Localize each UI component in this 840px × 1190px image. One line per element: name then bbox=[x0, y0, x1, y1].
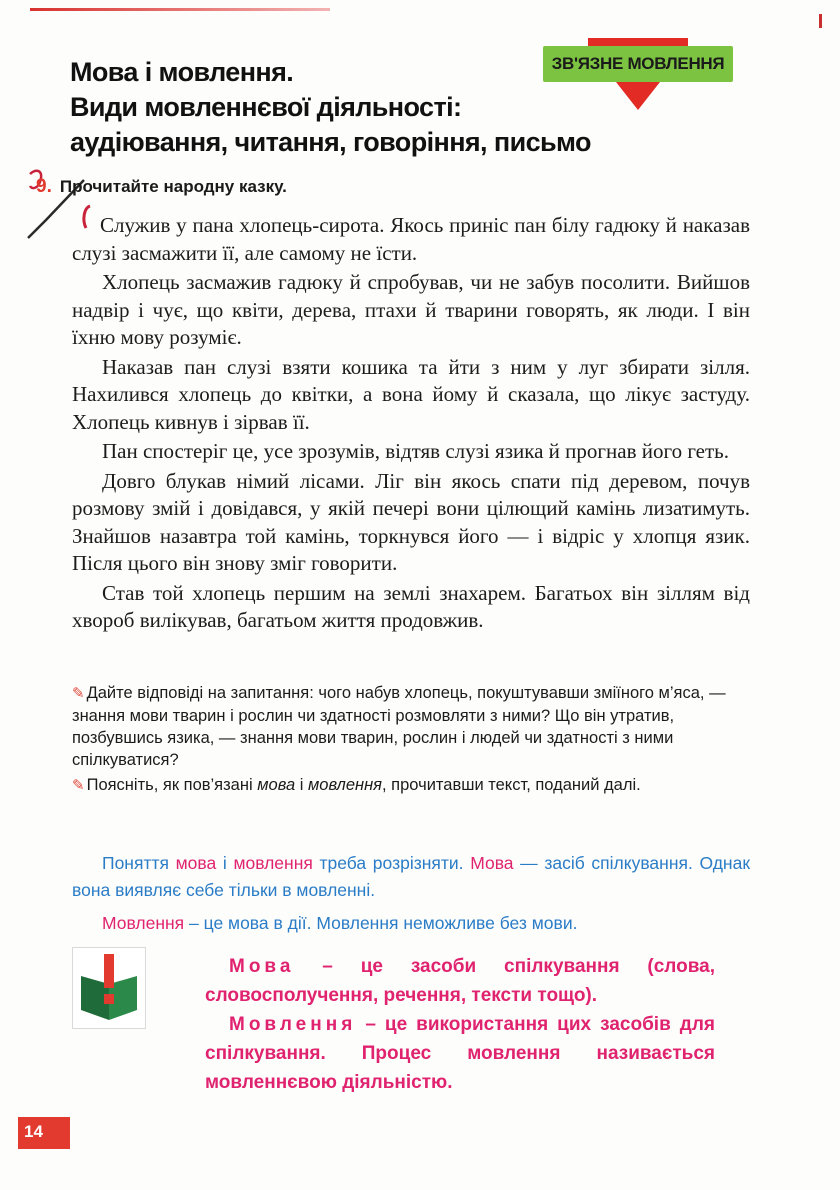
definition-mova bbox=[205, 952, 715, 1010]
note-paragraph-2 bbox=[72, 910, 750, 937]
exercise-number: 9. bbox=[36, 176, 52, 197]
note-text: Поняття bbox=[102, 853, 176, 873]
definition-term-movlennya: Мовлення bbox=[229, 1014, 357, 1035]
story-paragraph-6: Став той хлопець першим на землі знахарем. Багатьох він зіллям від хвороб вилікував, багатьом життя продовжив. bbox=[72, 580, 750, 632]
exclamation-flag-icon bbox=[73, 948, 145, 1028]
important-flag-box bbox=[72, 947, 146, 1029]
note-text: — засіб спілкування. Однак вона виявляє себе тільки в мовленні. bbox=[72, 853, 750, 900]
definition-movlennya bbox=[205, 1010, 715, 1097]
task-2-text-start: Поясніть, як пов’язані bbox=[86, 776, 258, 794]
note-term: Мовлення bbox=[102, 913, 185, 933]
note-paragraph-1 bbox=[72, 850, 750, 904]
corner-mark bbox=[819, 14, 822, 28]
theory-note bbox=[72, 850, 750, 937]
story-paragraph-4: Пан спостеріг це, усе зрозумів, відтяв слузі язика й прогнав його геть. bbox=[102, 439, 729, 463]
task-1 bbox=[72, 682, 750, 771]
note-term: Мова bbox=[470, 853, 514, 873]
task-2-conjunction: і bbox=[295, 776, 308, 794]
task-2-text-end: , прочитавши текст, поданий далі. bbox=[382, 776, 641, 794]
task-2-term-movlennya: мовлення bbox=[307, 776, 382, 794]
page-title bbox=[70, 55, 591, 160]
story-paragraph-3: Наказав пан слузі взяти кошика та йти з ним у луг збирати зілля. Нахилився хлопець до квітки, а вона йому й сказала, що лікує застуду. Хлопець кивнув і зірвав її. bbox=[72, 354, 750, 434]
exercise-instruction: Прочитайте народну казку. bbox=[59, 177, 287, 196]
task-1-text: Дайте відповіді на запитання: чого набув хлопець, покуштувавши зміїного м’яса, — знання мови тварин і рослин чи здатності розмовляти з ними? Що він утратив, позбувшись язика, — знання мови тварин, рослин і людей чи здатності з ними спілкуватися? bbox=[72, 684, 726, 769]
badge-arrow-icon bbox=[616, 82, 660, 110]
definition-text-mova: – це засоби спілкування (слова, словосполучення, речення, тексти тощо). bbox=[205, 956, 715, 1006]
story-paragraph-5: Довго блукав німий лісами. Ліг він якось спати під деревом, почув розмову змій і довідався, у якій печері вони цілющий камінь лизатимуть. Знайшов назавтра той камінь, торкнувся його — і відріс у хлопця язик. Після цього він знову зміг говорити. bbox=[72, 468, 750, 575]
story-paragraph-1: Служив у пана хлопець-сирота. Якось приніс пан білу гадюку й наказав слузі засмажити її, але самому не їсти. bbox=[72, 213, 750, 265]
top-decorative-rule bbox=[30, 8, 330, 11]
note-text: – це мова в дії. Мовлення неможливе без мови. bbox=[184, 913, 578, 933]
page-number-badge bbox=[18, 1117, 70, 1149]
pencil-icon: ✎ bbox=[72, 777, 85, 794]
section-badge bbox=[543, 38, 733, 114]
title-line-1: Мова і мовлення. bbox=[70, 57, 294, 87]
note-term: мовлення bbox=[233, 853, 313, 873]
definition-block bbox=[205, 952, 715, 1097]
note-term: мова bbox=[175, 853, 217, 873]
definition-text-movlennya: – це використання цих засобів для спілкування. Процес мовлення називається мовленнєвою діяльністю. bbox=[205, 1014, 715, 1093]
story-paragraph-2: Хлопець засмажив гадюку й спробував, чи не забув посолити. Вийшов надвір і чує, що квіти, дерева, птахи й тварини говорять, як люди. І він їхню мову розуміє. bbox=[72, 270, 750, 349]
task-2-term-mova: мова bbox=[257, 776, 296, 794]
tasks-block bbox=[72, 682, 750, 800]
badge-top-strip bbox=[588, 38, 688, 46]
definition-term-mova: Мова bbox=[229, 956, 295, 977]
title-line-2: Види мовленнєвої діяльності: bbox=[70, 92, 462, 122]
pencil-icon: ✎ bbox=[72, 685, 85, 702]
section-badge-label: ЗВ'ЯЗНЕ МОВЛЕННЯ bbox=[551, 54, 725, 73]
folk-tale-text bbox=[72, 212, 750, 637]
title-line-3: аудіювання, читання, говоріння, письмо bbox=[70, 127, 591, 157]
exercise-heading bbox=[36, 176, 436, 198]
task-2 bbox=[72, 774, 750, 797]
note-text: треба розрізняти. bbox=[312, 853, 471, 873]
note-text: і bbox=[216, 853, 234, 873]
page-number: 14 bbox=[24, 1122, 43, 1141]
